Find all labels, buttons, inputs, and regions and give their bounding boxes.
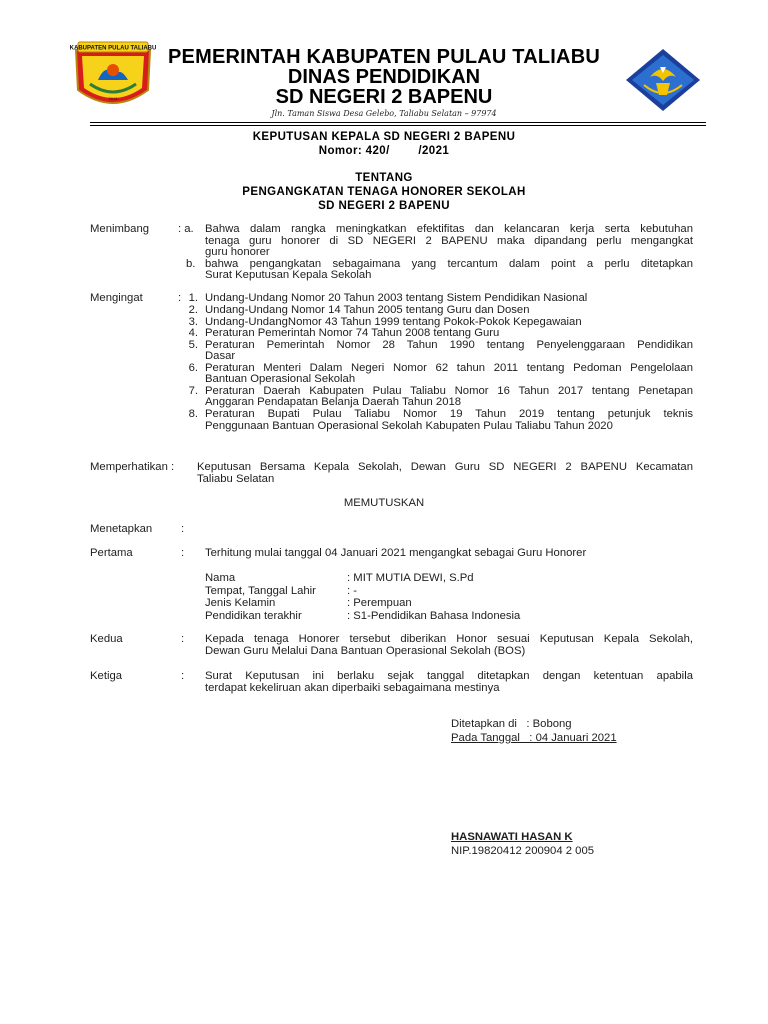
signatory-nip: NIP.19820412 200904 2 005 bbox=[451, 845, 595, 857]
pertama-text: Terhitung mulai tanggal 04 Januari 2021 mengangkat sebagai Guru Honorer bbox=[205, 547, 587, 559]
field-value-nama: : MIT MUTIA DEWI, S.Pd bbox=[347, 572, 474, 584]
memutuskan-heading: MEMUTUSKAN bbox=[343, 497, 425, 509]
ketiga-label: Ketiga bbox=[90, 670, 123, 682]
menimbang-a-line1: Bahwa dalam rangka meningkatkan efektifitas dan kelancaran kerja serta kebutuhan bbox=[205, 223, 693, 235]
mengingat-item-number: 7. bbox=[188, 385, 198, 397]
field-label-ttl: Tempat, Tanggal Lahir bbox=[205, 585, 316, 597]
kedua-line2: Dewan Guru Melalui Dana Bantuan Operasional Sekolah (BOS) bbox=[205, 645, 526, 657]
menimbang-b-line2: Surat Keputusan Kepala Sekolah bbox=[205, 269, 372, 281]
mengingat-item-number: 2. bbox=[188, 304, 198, 316]
pertama-label: Pertama bbox=[90, 547, 133, 559]
mengingat-item: Peraturan Daerah Kabupaten Pulau Taliabu Nomor 16 Tahun 2017 tentang Penetapan bbox=[205, 385, 693, 397]
kedua-line1: Kepada tenaga Honorer tersebut diberikan Honor sesuai Keputusan Kepala Sekolah, bbox=[205, 633, 693, 645]
field-value-education: : S1-Pendidikan Bahasa Indonesia bbox=[347, 610, 521, 622]
header-department: DINAS PENDIDIKAN bbox=[287, 66, 481, 88]
mengingat-item: Peraturan Bupati Pulau Taliabu Nomor 19 Tahun 2019 tentang petunjuk teknis bbox=[205, 408, 693, 420]
ketiga-line2: terdapat kekeliruan akan diperbaiki sebagaimana mestinya bbox=[205, 682, 500, 694]
memperhatikan-line1: Keputusan Bersama Kepala Sekolah, Dewan Guru SD NEGERI 2 BAPENU Kecamatan bbox=[197, 461, 693, 473]
sign-date: Pada Tanggal : 04 Januari 2021 bbox=[451, 732, 617, 744]
mengingat-item: Undang-Undang Nomor 20 Tahun 2003 tentang Sistem Pendidikan Nasional bbox=[205, 292, 588, 304]
mengingat-item: Peraturan Pemerintah Nomor 28 Tahun 1990 tentang Penyelenggaraan Pendidikan bbox=[205, 339, 693, 351]
memperhatikan-label: Memperhatikan : bbox=[90, 461, 175, 473]
mengingat-item-number: 3. bbox=[188, 316, 198, 328]
field-value-ttl: : - bbox=[347, 585, 358, 597]
header-government: PEMERINTAH KABUPATEN PULAU TALIABU bbox=[168, 46, 600, 68]
menimbang-b-mark: b. bbox=[186, 258, 196, 270]
menimbang-colon-a: : a. bbox=[178, 223, 194, 235]
memperhatikan-line2: Taliabu Selatan bbox=[197, 473, 275, 485]
header-divider-thin bbox=[90, 125, 706, 126]
menimbang-label: Menimbang bbox=[90, 223, 150, 235]
decree-subject: PENGANGKATAN TENAGA HONORER SEKOLAH bbox=[242, 186, 526, 198]
mengingat-item-number: 4. bbox=[188, 327, 198, 339]
menetapkan-colon: : bbox=[181, 523, 185, 535]
decree-subject-school: SD NEGERI 2 BAPENU bbox=[318, 200, 450, 212]
mengingat-item-number: 1. bbox=[188, 292, 198, 304]
decree-number: Nomor: 420/ /2021 bbox=[318, 145, 450, 157]
kedua-label: Kedua bbox=[90, 633, 123, 645]
mengingat-item-cont: Anggaran Pendapatan Belanja Daerah Tahun 2018 bbox=[205, 396, 462, 408]
field-label-gender: Jenis Kelamin bbox=[205, 597, 276, 609]
mengingat-item-cont: Penggunaan Bantuan Operasional Sekolah Kabupaten Pulau Taliabu Tahun 2020 bbox=[205, 420, 613, 432]
mengingat-item-number: 6. bbox=[188, 362, 198, 374]
field-label-education: Pendidikan terakhir bbox=[205, 610, 302, 622]
logo-left-caption: KABUPATEN PULAU TALIABU bbox=[70, 45, 156, 52]
mengingat-label: Mengingat bbox=[90, 292, 143, 304]
menimbang-a-line3: guru honorer bbox=[205, 246, 270, 258]
header-school: SD NEGERI 2 BAPENU bbox=[275, 86, 493, 108]
signatory-name: HASNAWATI HASAN K bbox=[451, 831, 573, 843]
field-value-gender: : Perempuan bbox=[347, 597, 412, 609]
menetapkan-label: Menetapkan bbox=[90, 523, 153, 535]
mengingat-item: Undang-Undang Nomor 14 Tahun 2005 tentang Guru dan Dosen bbox=[205, 304, 530, 316]
decree-title: KEPUTUSAN KEPALA SD NEGERI 2 BAPENU bbox=[252, 131, 516, 143]
ketiga-line1: Surat Keputusan ini berlaku sejak tanggal ditetapkan dengan ketentuan apabila bbox=[205, 670, 693, 682]
ketiga-colon: : bbox=[181, 670, 185, 682]
menimbang-b-line1: bahwa pengangkatan sebagaimana yang tercantum dalam point a perlu ditetapkan bbox=[205, 258, 693, 270]
mengingat-item-cont: Dasar bbox=[205, 350, 236, 362]
mengingat-item-cont: Bantuan Operasional Sekolah bbox=[205, 373, 356, 385]
mengingat-item: Undang-UndangNomor 43 Tahun 1999 tentang Pokok-Pokok Kepegawaian bbox=[205, 316, 582, 328]
field-label-nama: Nama bbox=[205, 572, 236, 584]
pertama-colon: : bbox=[181, 547, 185, 559]
mengingat-item: Peraturan Menteri Dalam Negeri Nomor 62 tahun 2011 tentang Pedoman Pengelolaan bbox=[205, 362, 693, 374]
sign-place: Ditetapkan di : Bobong bbox=[451, 718, 572, 730]
mengingat-item-number: 8. bbox=[188, 408, 198, 420]
menimbang-a-line2: tenaga guru honorer di SD NEGERI 2 BAPENU maka dipandang perlu mengangkat bbox=[205, 235, 693, 247]
logo-left-year: 2013 bbox=[108, 96, 118, 101]
kedua-colon: : bbox=[181, 633, 185, 645]
mengingat-item: Peraturan Pemerintah Nomor 74 Tahun 2008 tentang Guru bbox=[205, 327, 500, 339]
mengingat-colon: : bbox=[178, 292, 182, 304]
mengingat-item-number: 5. bbox=[188, 339, 198, 351]
header-address: Jln. Taman Siswa Desa Gelebo, Taliabu Selatan – 97974 bbox=[271, 109, 497, 118]
header-divider-thick bbox=[90, 122, 706, 123]
decree-tentang: TENTANG bbox=[355, 172, 413, 184]
